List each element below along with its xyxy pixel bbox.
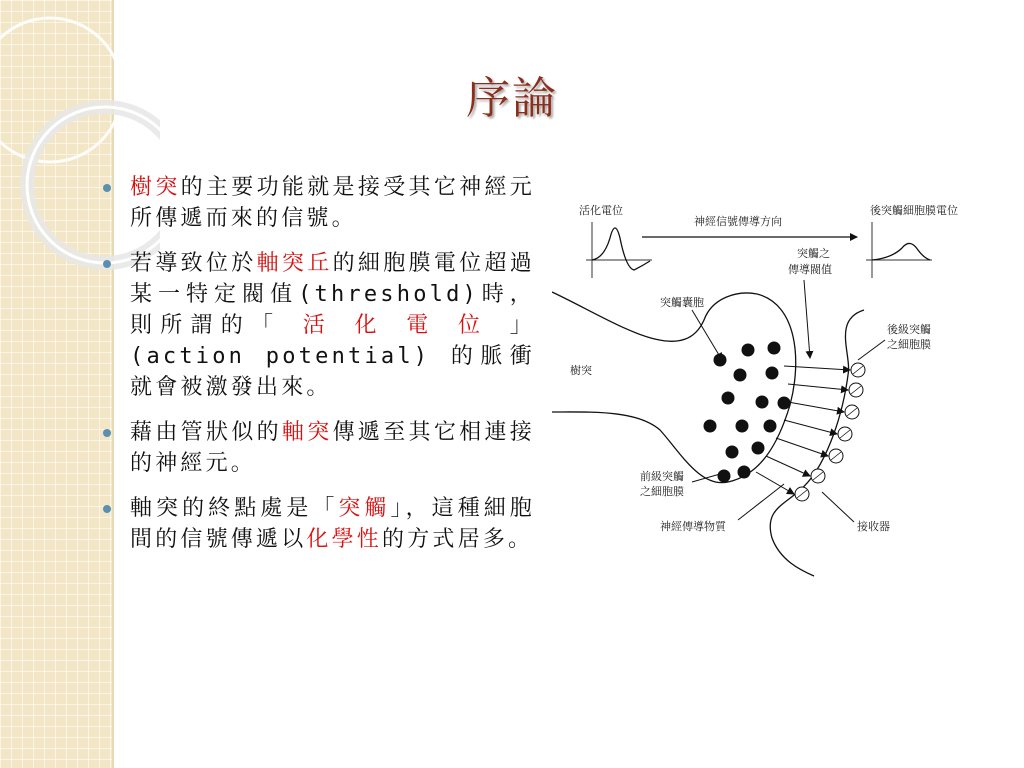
- neuron-synapse-diagram: [552, 190, 992, 580]
- bullet-text: 藉由管狀似的: [130, 420, 282, 445]
- bullet-text: 軸突的終點處是「: [130, 496, 339, 521]
- vesicle-dot: [742, 344, 755, 357]
- label-action-potential: 活化電位: [579, 204, 623, 217]
- bullet-dot-icon: [103, 184, 111, 192]
- postsynaptic-membrane: [770, 310, 864, 576]
- bullet-item: [103, 417, 535, 479]
- highlighted-term: 活 化 電 位: [281, 313, 510, 338]
- highlighted-term: 軸突丘: [256, 251, 333, 276]
- transmitter-arrow: [784, 420, 837, 434]
- neurotransmitter-pointer: [738, 484, 784, 520]
- transmitter-arrow: [776, 438, 828, 456]
- vesicle-dot: [764, 420, 777, 433]
- vesicle-dot: [734, 369, 747, 382]
- action-potential-graph: [586, 222, 652, 278]
- transmitter-arrow: [766, 456, 810, 476]
- label-vesicle: 突觸囊胞: [660, 296, 704, 309]
- postsynaptic-pointer: [858, 340, 885, 360]
- bullet-text: 傳遞至其它相連接的神經元。: [130, 420, 535, 476]
- vesicle-dot: [736, 420, 749, 433]
- vesicle-arrow: [692, 310, 722, 360]
- vesicle-dot: [738, 466, 751, 479]
- bullet-text: 的主要功能就是接受其它神經元所傳遞而來的信號。: [130, 175, 535, 231]
- label-postsynaptic-membrane-2: 之細胞膜: [887, 338, 931, 351]
- transmitter-arrow: [788, 402, 844, 412]
- highlighted-term: 化學性: [306, 527, 383, 552]
- bullet-text: 若導致位於: [130, 251, 257, 276]
- highlighted-term: 突觸: [338, 496, 391, 521]
- bullet-dot-icon: [103, 260, 111, 268]
- postsynaptic-potential-graph: [866, 222, 932, 278]
- label-receptor: 接收器: [857, 520, 890, 533]
- vesicle-dot: [722, 392, 735, 405]
- vesicle-dot: [752, 442, 765, 455]
- highlighted-term: 樹突: [130, 175, 181, 200]
- page-title: 序論: [466, 73, 558, 124]
- bullet-list: [103, 172, 535, 569]
- presynaptic-pointer: [692, 474, 720, 482]
- bullet-text: 的細胞膜電位超過某一特定閥值(threshold)時，則所謂的「: [130, 251, 535, 338]
- threshold-arrow: [804, 280, 810, 358]
- vesicle-dot: [766, 367, 779, 380]
- label-synapse-threshold-1: 突觸之: [797, 247, 830, 260]
- bullet-dot-icon: [103, 429, 111, 437]
- bullet-text: 的方式居多。: [382, 527, 534, 552]
- vesicle-dot: [718, 470, 731, 483]
- bullet-item: [103, 493, 535, 555]
- label-postsynaptic-potential: 後突觸細胞膜電位: [870, 204, 958, 217]
- label-presynaptic-membrane-1: 前級突觸: [640, 470, 684, 483]
- vesicle-dot: [756, 396, 769, 409]
- bullet-dot-icon: [103, 505, 111, 513]
- vesicle-dot: [768, 342, 781, 355]
- highlighted-term: 軸突: [281, 420, 333, 445]
- bullet-text: 」(action potential) 的脈衝就會被激發出來。: [130, 313, 535, 400]
- label-postsynaptic-membrane-1: 後級突觸: [887, 323, 931, 336]
- vesicle-dot: [714, 354, 727, 367]
- label-synapse-threshold-2: 傳導閥值: [788, 263, 832, 276]
- vesicle-dot: [778, 397, 791, 410]
- bullet-item: [103, 172, 535, 234]
- transmitter-arrow: [784, 366, 850, 370]
- label-neurotransmitter: 神經傳導物質: [660, 520, 726, 533]
- label-signal-direction: 神經信號傳導方向: [694, 215, 782, 228]
- bullet-item: [103, 248, 535, 403]
- label-dendrite: 樹突: [570, 364, 592, 377]
- bullet-text: 」，這種細胞間的信號傳遞以: [130, 496, 535, 552]
- label-presynaptic-membrane-2: 之細胞膜: [640, 485, 684, 498]
- vesicle-dot: [704, 420, 717, 433]
- vesicle-dot: [726, 446, 739, 459]
- receptor-pointer: [822, 492, 854, 522]
- transmitter-arrow: [788, 384, 848, 390]
